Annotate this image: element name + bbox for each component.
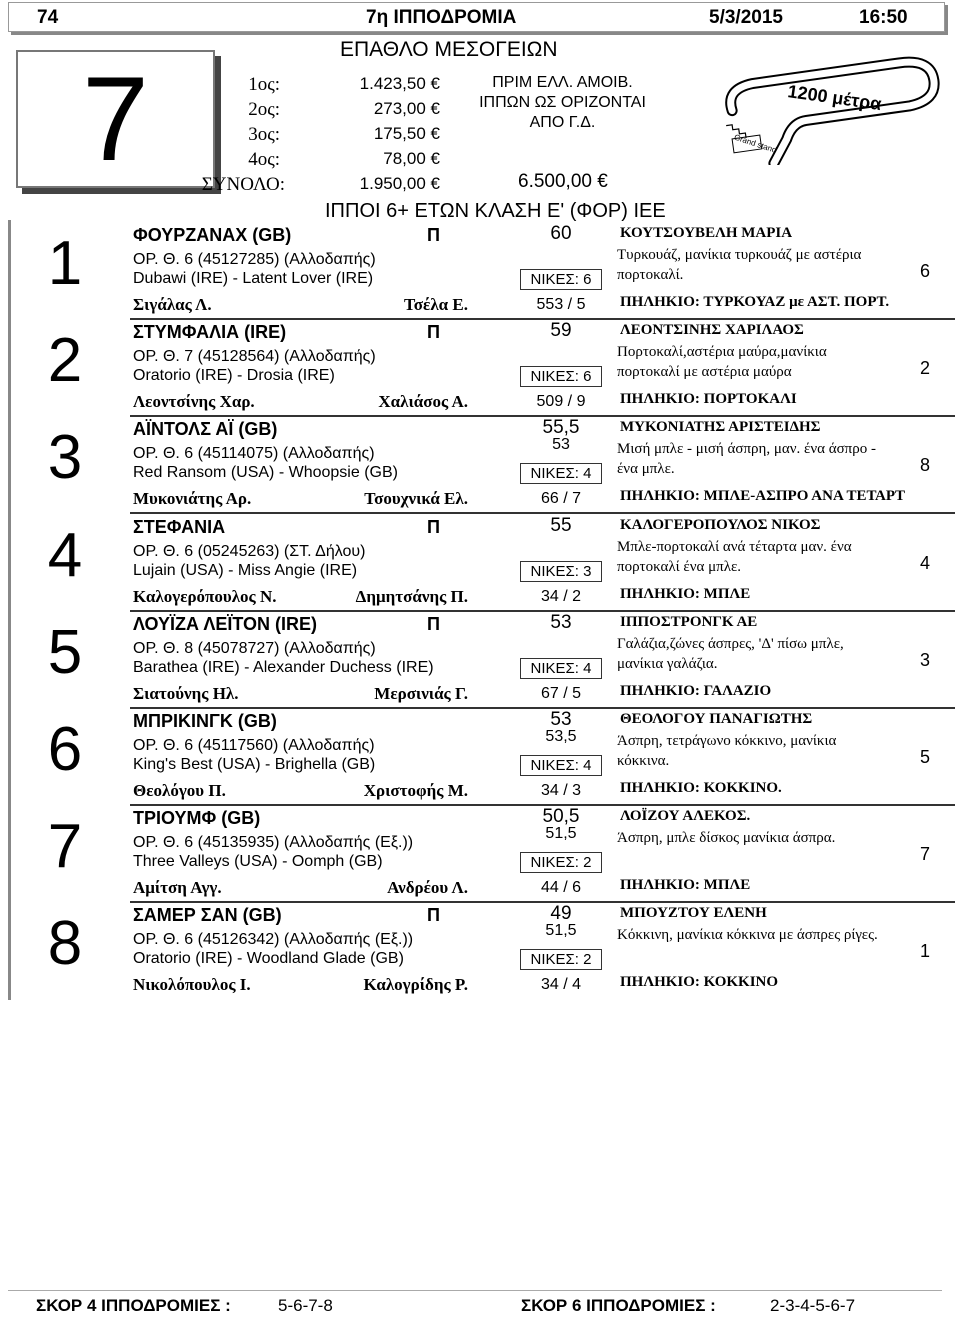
owner-name: ΙΠΠΟΣΤΡΟΝΓΚ ΑΕ: [620, 614, 758, 630]
bonus-line-1: ΠΡΙΜ ΕΛΛ. ΑΜΟΙΒ.: [492, 74, 633, 91]
horse-stats: 34 / 3: [540, 782, 582, 799]
prize-label: 3ος:: [248, 124, 280, 145]
left-border: [8, 220, 11, 1000]
score6-label: ΣΚΟΡ 6 ΙΠΠΟΔΡΟΜΙΕΣ :: [521, 1296, 716, 1315]
score6-value: 2-3-4-5-6-7: [770, 1296, 856, 1315]
jockey-name: Αμίτση Αγγ.: [133, 878, 222, 897]
trainer-name: Τσέλα Ε.: [404, 295, 468, 314]
owner-name: ΛΟΪΖΟΥ ΑΛΕΚΟΣ.: [620, 808, 751, 824]
silks-description: Τυρκουάζ, μανίκια τυρκουάζ με αστέρια πορτοκαλί.: [617, 247, 862, 283]
horse-wins: ΝΙΚΕΣ: 2: [520, 852, 602, 873]
jockey-name: Θεολόγου Π.: [133, 781, 226, 800]
draw-number: 7: [919, 844, 930, 864]
prize-value: 273,00 €: [373, 99, 440, 118]
horse-pedigree: Oratorio (IRE) - Drosia (IRE): [133, 367, 335, 384]
horse-number: 8: [47, 909, 83, 978]
prize-value: 78,00 €: [383, 149, 440, 168]
owner-name: ΚΟΥΤΣΟΥΒΕΛΗ ΜΑΡΙΑ: [620, 225, 793, 241]
silks-description: Μπλε-πορτοκαλί ανά τέταρτα μαν. ένα πορτοκαλί ένα μπλε.: [617, 539, 852, 575]
horse-registration: ΟΡ. Θ. 7 (45128564) (Αλλοδαπής): [133, 348, 376, 365]
race-time: 16:50: [859, 7, 908, 28]
draw-number: 2: [919, 358, 930, 378]
draw-number: 8: [919, 455, 930, 475]
horse-number: 7: [47, 812, 83, 881]
trainer-name: Καλογρίδης Ρ.: [363, 975, 468, 994]
horse-weight-adjusted: 53,5: [545, 728, 577, 745]
horse-wins: ΝΙΚΕΣ: 4: [520, 463, 602, 484]
prize-total-value: 1.950,00 €: [359, 174, 440, 193]
horse-name: ΣΑΜΕΡ ΣΑΝ (GB): [133, 905, 282, 925]
owner-name: ΚΑΛΟΓΕΡΟΠΟΥΛΟΣ ΝΙΚΟΣ: [620, 517, 821, 533]
horse-pedigree: Lujain (USA) - Miss Angie (IRE): [133, 562, 358, 579]
horse-pedigree: King's Best (USA) - Brighella (GB): [133, 756, 376, 773]
horse-registration: ΟΡ. Θ. 6 (45135935) (Αλλοδαπής (Εξ.)): [133, 834, 414, 851]
track-diagram: [705, 55, 955, 165]
prize-label: 1ος:: [248, 74, 280, 95]
horse-weight: 55,5: [542, 417, 580, 438]
grandstand-label: Grand stand: [732, 132, 778, 155]
horse-weight-adjusted: 53: [552, 436, 570, 453]
horse-registration: ΟΡ. Θ. 8 (45078727) (Αλλοδαπής): [133, 640, 376, 657]
horse-wins: ΝΙΚΕΣ: 2: [520, 949, 602, 970]
jockey-name: Καλογερόπουλος Ν.: [133, 587, 277, 606]
cap-description: ΠΗΛΗΚΙΟ: ΜΠΛΕ: [620, 877, 751, 893]
horse-pedigree: Red Ransom (USA) - Whoopsie (GB): [133, 464, 398, 481]
horse-name: ΣΤΕΦΑΝΙΑ: [133, 517, 226, 537]
owner-name: ΘΕΟΛΟΓΟΥ ΠΑΝΑΓΙΩΤΗΣ: [620, 711, 813, 727]
horse-number: 2: [47, 326, 83, 395]
horse-weight-adjusted: 51,5: [545, 825, 577, 842]
cap-description: ΠΗΛΗΚΙΟ: ΠΟΡΤΟΚΑΛΙ: [620, 391, 797, 407]
horse-weight: 53: [550, 612, 572, 633]
trainer-name: Χριστοφής Μ.: [363, 781, 468, 800]
prize-total-label: ΣΥΝΟΛΟ:: [201, 174, 285, 195]
horse-registration: ΟΡ. Θ. 6 (45126342) (Αλλοδαπής (Εξ.)): [133, 931, 414, 948]
horse-mark: Π: [427, 905, 440, 925]
horse-number: 1: [47, 229, 83, 298]
horse-name: ΜΠΡΙΚΙΝΓΚ (GB): [133, 711, 277, 731]
horse-number: 6: [47, 715, 83, 784]
jockey-name: Σιατούνης Ηλ.: [133, 684, 239, 703]
horse-pedigree: Barathea (IRE) - Alexander Duchess (IRE): [133, 659, 434, 676]
cap-description: ΠΗΛΗΚΙΟ: ΚΟΚΚΙΝΟ: [620, 974, 779, 990]
horse-number: 5: [47, 618, 83, 687]
horse-stats: 67 / 5: [540, 685, 582, 702]
cap-description: ΠΗΛΗΚΙΟ: ΜΠΛΕ: [620, 586, 751, 602]
event-title: ΕΠΑΘΛΟ ΜΕΣΟΓΕΙΩΝ: [340, 38, 558, 61]
row-separator: [130, 512, 955, 514]
owner-name: ΛΕΟΝΤΣΙΝΗΣ ΧΑΡΙΛΑΟΣ: [620, 322, 804, 338]
race-label: 7η ΙΠΠΟΔΡΟΜΙΑ: [366, 7, 517, 28]
horse-registration: ΟΡ. Θ. 6 (45117560) (Αλλοδαπής): [133, 737, 375, 754]
draw-number: 3: [919, 650, 930, 670]
page-number: 74: [37, 7, 59, 28]
horse-mark: Π: [427, 322, 440, 342]
horse-stats: 44 / 6: [540, 879, 582, 896]
class-line: ΙΠΠΟΙ 6+ ΕΤΩΝ ΚΛΑΣΗ Ε' (ΦΟΡ) ΙΕΕ: [325, 200, 666, 222]
horse-name: ΤΡΙΟΥΜΦ (GB): [133, 808, 261, 828]
horse-stats: 34 / 2: [540, 588, 582, 605]
draw-number: 4: [919, 553, 930, 573]
cap-description: ΠΗΛΗΚΙΟ: ΤΥΡΚΟΥΑΖ με ΑΣΤ. ΠΟΡΤ.: [620, 294, 890, 310]
horse-name: ΦΟΥΡΖΑΝΑΧ (GB): [133, 225, 292, 245]
draw-number: 5: [919, 747, 930, 767]
prize-label: 4ος:: [248, 149, 280, 170]
jockey-name: Λεοντσίνης Χαρ.: [133, 392, 255, 411]
jockey-name: Μυκονιάτης Αρ.: [133, 489, 252, 508]
trainer-name: Χαλιάσος Α.: [378, 392, 468, 411]
horse-weight: 60: [550, 223, 572, 244]
horse-number: 4: [47, 521, 83, 590]
trainer-name: Τσουχνικά Ελ.: [364, 489, 468, 508]
horse-wins: ΝΙΚΕΣ: 4: [520, 658, 602, 679]
trainer-name: Ανδρέου Λ.: [387, 878, 468, 897]
horse-weight: 53: [550, 709, 572, 730]
owner-name: ΜΥΚΟΝΙΑΤΗΣ ΑΡΙΣΤΕΙΔΗΣ: [620, 419, 821, 435]
horse-name: ΑΪΝΤΟΛΣ ΑΪ (GB): [133, 419, 278, 439]
horse-mark: Π: [427, 225, 440, 245]
silks-description: Άσπρη, τετράγωνο κόκκινο, μανίκια κόκκινα.: [617, 733, 837, 769]
horse-weight-adjusted: 51,5: [545, 922, 577, 939]
horse-weight: 55: [550, 515, 572, 536]
horse-wins: ΝΙΚΕΣ: 3: [520, 561, 602, 582]
silks-description: Κόκκινη, μανίκια κόκκινα με άσπρες ρίγες.: [617, 927, 878, 943]
horse-stats: 509 / 9: [536, 393, 586, 410]
horse-wins: ΝΙΚΕΣ: 6: [520, 366, 602, 387]
silks-description: Πορτοκαλί,αστέρια μαύρα,μανίκια πορτοκαλί με αστέρια μαύρα: [617, 344, 827, 380]
draw-number: 6: [919, 261, 930, 281]
horse-registration: ΟΡ. Θ. 6 (45127285) (Αλλοδαπής): [133, 251, 376, 268]
cap-description: ΠΗΛΗΚΙΟ: ΓΑΛΑΖΙΟ: [620, 683, 772, 699]
horse-wins: ΝΙΚΕΣ: 4: [520, 755, 602, 776]
horse-registration: ΟΡ. Θ. 6 (05245263) (ΣΤ. Δήλου): [133, 543, 366, 560]
horse-mark: Π: [427, 614, 440, 634]
jockey-name: Σιγάλας Λ.: [133, 295, 212, 314]
bonus-line-3: ΑΠΟ Γ.Δ.: [529, 114, 596, 131]
horse-number: 3: [47, 423, 83, 492]
draw-number: 1: [919, 941, 930, 961]
horse-wins: ΝΙΚΕΣ: 6: [520, 269, 602, 290]
trainer-name: Μερσινιάς Γ.: [374, 684, 468, 703]
silks-description: Γαλάζια,ζώνες άσπρες, 'Δ' πίσω μπλε, μανίκια γαλάζια.: [617, 636, 844, 672]
race-date: 5/3/2015: [709, 7, 783, 28]
horse-weight: 49: [550, 903, 572, 924]
horse-stats: 66 / 7: [540, 490, 582, 507]
silks-description: Μισή μπλε - μισή άσπρη, μαν. ένα άσπρο - ένα μπλε.: [617, 441, 876, 477]
jockey-name: Νικολόπουλος Ι.: [133, 975, 251, 994]
horse-pedigree: Dubawi (IRE) - Latent Lover (IRE): [133, 270, 374, 287]
bonus-line-2: ΙΠΠΩΝ ΩΣ ΟΡΙΖΟΝΤΑΙ: [479, 94, 646, 111]
score4-value: 5-6-7-8: [278, 1296, 333, 1315]
race-number-box: [16, 50, 215, 188]
horse-pedigree: Oratorio (IRE) - Woodland Glade (GB): [133, 950, 404, 967]
horse-pedigree: Three Valleys (USA) - Oomph (GB): [133, 853, 383, 870]
prize-label: 2ος:: [248, 99, 280, 120]
track-distance: 1200 μέτρα: [786, 81, 883, 115]
bonus-total: 6.500,00 €: [518, 171, 608, 192]
page-header: [8, 2, 945, 32]
cap-description: ΠΗΛΗΚΙΟ: ΜΠΛΕ-ΑΣΠΡΟ ΑΝΑ ΤΕΤΑΡΤ: [620, 488, 906, 504]
horse-name: ΛΟΥΪΖΑ ΛΕΪΤΟΝ (IRE): [133, 614, 318, 634]
owner-name: ΜΠΟΥΖΤΟΥ ΕΛΕΝΗ: [620, 905, 767, 921]
silks-description: Άσπρη, μπλε δίσκος μανίκια άσπρα.: [617, 830, 836, 846]
horse-stats: 553 / 5: [536, 296, 586, 313]
horse-weight: 59: [550, 320, 572, 341]
horse-registration: ΟΡ. Θ. 6 (45114075) (Αλλοδαπής): [133, 445, 375, 462]
race-number: 7: [82, 52, 149, 186]
prize-value: 1.423,50 €: [359, 74, 440, 93]
horse-weight: 50,5: [542, 806, 580, 827]
prize-value: 175,50 €: [373, 124, 440, 143]
horse-mark: Π: [427, 517, 440, 537]
trainer-name: Δημητσάνης Π.: [355, 587, 468, 606]
horse-stats: 34 / 4: [540, 976, 582, 993]
score4-label: ΣΚΟΡ 4 ΙΠΠΟΔΡΟΜΙΕΣ :: [36, 1296, 231, 1315]
cap-description: ΠΗΛΗΚΙΟ: ΚΟΚΚΙΝΟ.: [620, 780, 782, 796]
horse-name: ΣΤΥΜΦΑΛΙΑ (IRE): [133, 322, 287, 342]
